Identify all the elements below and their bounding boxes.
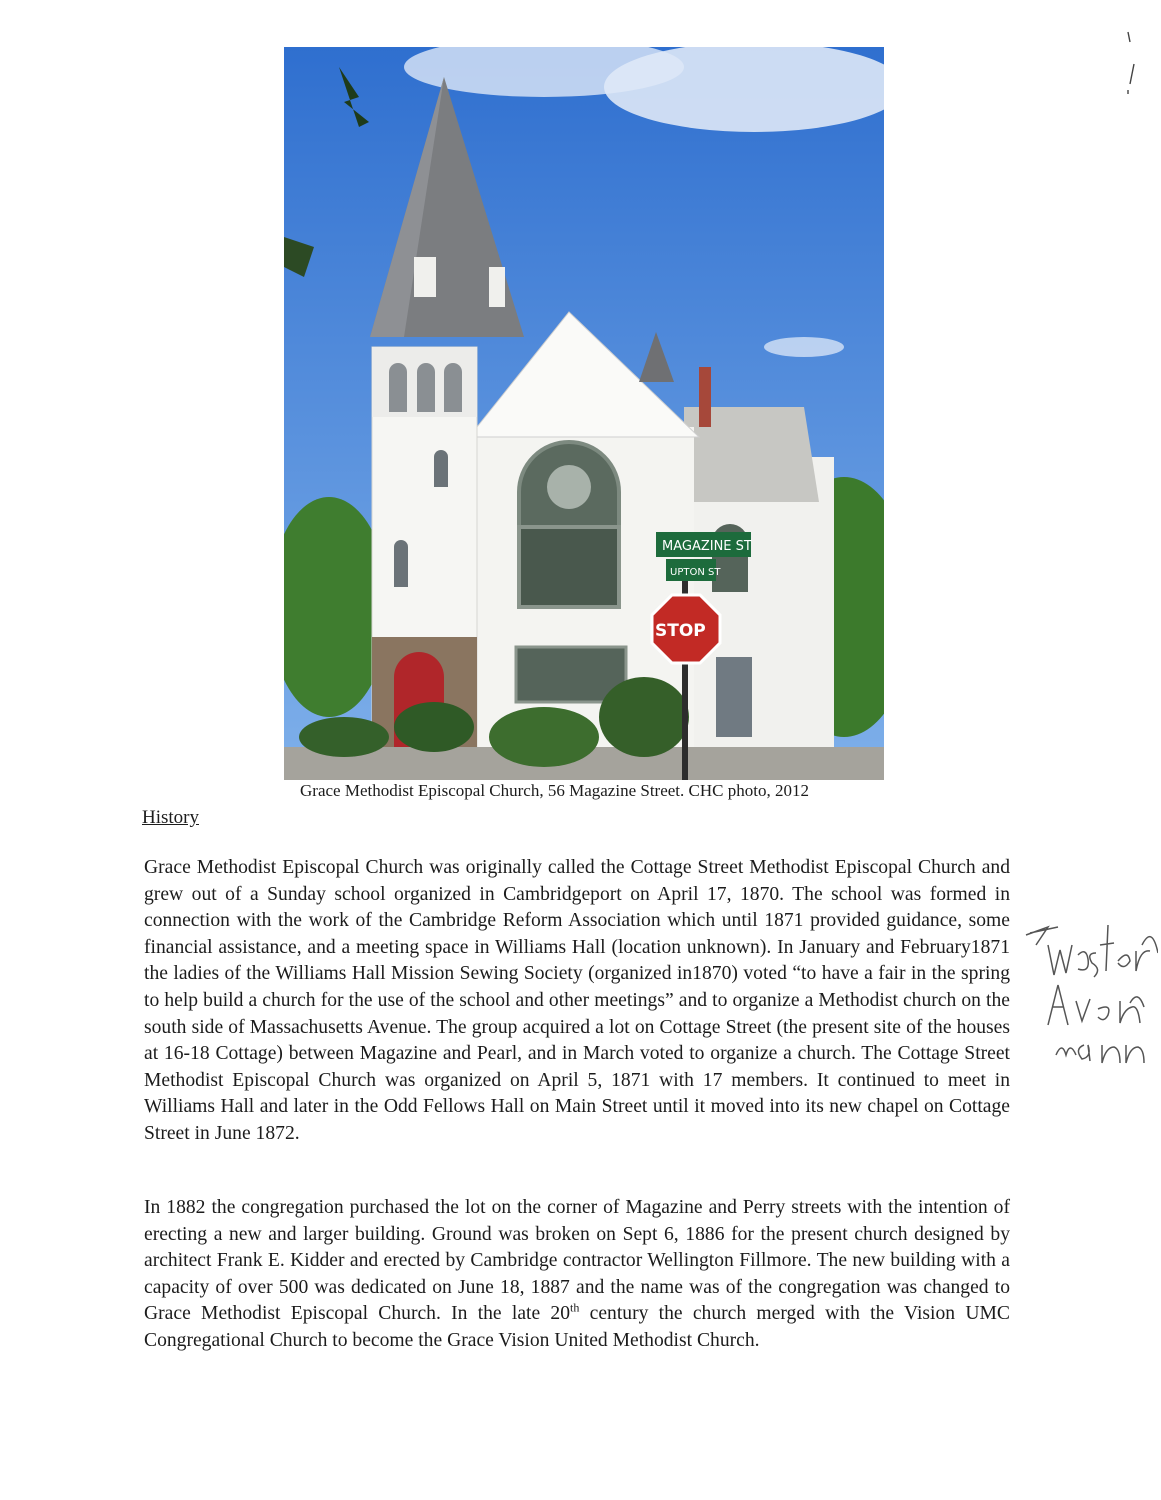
photo-caption: Grace Methodist Episcopal Church, 56 Magazine Street. CHC photo, 2012 — [300, 781, 809, 800]
street-sign-magazine: MAGAZINE ST — [662, 539, 752, 554]
handwritten-annotation — [1018, 905, 1158, 1095]
history-paragraph-1: Grace Methodist Episcopal Church was originally called the Cottage Street Methodist Episcopal Church and grew out of a Sunday school organized in Cambridgeport on April 17, 1870. The school was formed in connection with the work of the Cambridge Reform Association which until 1871 provided guidance, some financial assistance, and a meeting space in Williams Hall (location unknown). In January and February1871 the ladies of the Williams Hall Mission Sewing Society (organized in1870) voted “to have a fair in the spring to help build a church for the use of the school and other meetings” and to organize a Methodist church on the south side of Massachusetts Avenue. The group acquired a lot on Cottage Street (the present site of the houses at 16-18 Cottage) between Magazine and Pearl, and in March voted to organize a church. The Cottage Street Methodist Episcopal Church was organized on April 5, 1871 with 17 members. It continued to meet in Williams Hall and later in the Odd Fellows Hall on Main Street until it moved into its new chapel on Cottage Street in June 1872. — [144, 857, 1010, 1144]
church-photo — [284, 47, 884, 780]
stop-sign-label: STOP — [655, 621, 706, 641]
margin-marks — [1118, 28, 1142, 98]
ordinal-suffix: th — [570, 1300, 580, 1315]
street-sign-upton: UPTON ST — [670, 567, 721, 578]
history-paragraph-2: In 1882 the congregation purchased the lot on the corner of Magazine and Perry streets with the intention of erecting a new and larger building. Ground was broken on Sept 6, 1886 for the present church designed by architect Frank E. Kidder and erected by Cambridge contractor Wellington Fillmore. The new building with a capacity of over 500 was dedicated on June 18, 1887 and the name was of the congregation was changed to Grace Methodist Episcopal Church. In the late 20th century the church merged with the Vision UMC Congregational Church to become the Grace Vision United Methodist Church. — [144, 1197, 1010, 1351]
section-heading: History — [142, 807, 199, 828]
church-illustration — [284, 47, 884, 780]
